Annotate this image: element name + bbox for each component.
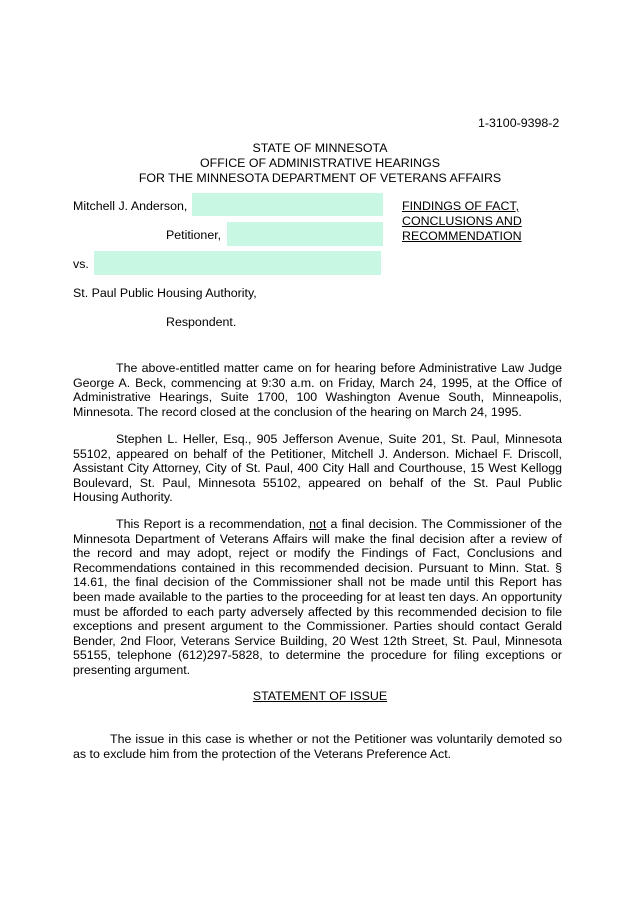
document-number: 1-3100-9398-2: [478, 116, 560, 130]
header-department: FOR THE MINNESOTA DEPARTMENT OF VETERANS AFFAIRS: [138, 171, 502, 185]
recommendation-text-start: This Report is a recommendation,: [116, 517, 310, 531]
paragraph-appearances: [73, 432, 562, 505]
paragraph-hearing-text: The above-entitled matter came on for hearing before Administrative Law Judge George A. Beck, commencing at 9:30 a.m. on Friday, March 24, 1995, at the Office of Administrative Hearings, Suite 1700, 100 Washington Avenue South, Minneapolis, Minnesota. The record closed at the conclusion of the hearing on March 24, 1995.: [73, 361, 562, 419]
petitioner-name: Mitchell J. Anderson,: [73, 199, 188, 213]
header-state: STATE OF MINNESOTA: [252, 141, 388, 155]
paragraph-hearing: [73, 361, 562, 419]
caption-highlight-2: [227, 222, 383, 246]
petitioner-role: Petitioner,: [166, 228, 222, 242]
caption-highlight-1: [192, 193, 383, 216]
respondent-role: Respondent.: [166, 315, 237, 329]
paragraph-recommendation: [73, 517, 562, 678]
underlined-not: not: [309, 517, 327, 531]
statement-of-issue-heading: STATEMENT OF ISSUE: [252, 689, 388, 703]
recommendation-text-rest: a final decision. The Commissioner of the Minnesota Department of Veterans Affairs will make the final decision after a review of the record and may adopt, reject or modify the Findings of Fact, Conclusions and Recommendations contained in this recommended decision. Pursuant to Minn. Stat. § 14.61, the final decision of the Commissioner shall not be made until this Report has been made available to the parties to the proceeding for at least ten days. An opportunity must be afforded to each party adversely affected by this recommended decision to file exceptions and present argument to the Commissioner. Parties should contact Gerald Bender, 2nd Floor, Veterans Service Building, 20 West 12th Street, St. Paul, Minnesota 55155, telephone (612)297-5828, to determine the procedure for filing exceptions or presenting argument.: [73, 517, 562, 677]
title-line-3: RECOMMENDATION: [402, 229, 522, 243]
paragraph-appearances-text: Stephen L. Heller, Esq., 905 Jefferson Avenue, Suite 201, St. Paul, Minnesota 55102, appeared on behalf of the Petitioner, Mitchell J. Anderson. Michael F. Driscoll, Assistant City Attorney, City of St. Paul, 400 City Hall and Courthouse, 15 West Kellogg Boulevard, St. Paul, Minnesota 55102, appeared on behalf of the St. Paul Public Housing Authority.: [73, 432, 562, 505]
title-line-2: CONCLUSIONS AND: [402, 214, 522, 228]
header-office: OFFICE OF ADMINISTRATIVE HEARINGS: [199, 156, 441, 170]
respondent-name: St. Paul Public Housing Authority,: [73, 286, 257, 300]
paragraph-recommendation-text: [73, 517, 562, 678]
versus-label: vs.: [73, 257, 89, 271]
caption-highlight-3: [94, 251, 381, 275]
document-title: [402, 199, 522, 244]
paragraph-issue-text: The issue in this case is whether or not the Petitioner was voluntarily demoted so as to exclude him from the protection of the Veterans Preference Act.: [73, 732, 562, 761]
title-line-1: FINDINGS OF FACT,: [402, 199, 520, 213]
paragraph-issue: [73, 732, 562, 761]
